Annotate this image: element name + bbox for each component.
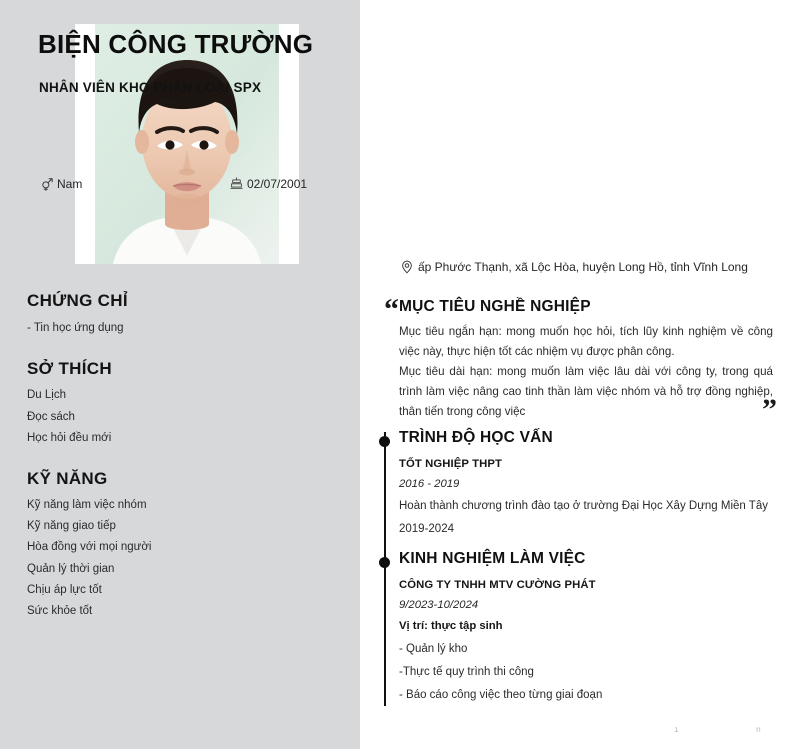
gender-field: [39, 176, 229, 191]
experience-role: Vị trí: thực tập sinh: [399, 619, 503, 632]
experience-section: [399, 551, 791, 703]
address-field: [399, 259, 748, 274]
list-item: Kỹ năng làm việc nhóm: [27, 499, 147, 512]
objective-heading: MỤC TIÊU NGHỀ NGHIỆP: [399, 298, 591, 315]
job-title: NHÂN VIÊN KHO PHÂN LOẠI SPX: [39, 80, 262, 95]
gender-icon: [39, 176, 54, 191]
gender-value: Nam: [57, 176, 83, 191]
certificates-heading: CHỨNG CHỈ: [27, 291, 128, 310]
quote-close-icon: ”: [762, 393, 777, 426]
birthday-field: [229, 176, 307, 191]
education-date: 2016 - 2019: [399, 477, 460, 490]
list-item: Kỹ năng giao tiếp: [27, 520, 116, 533]
timeline-dot-education: [379, 436, 390, 447]
list-item: - Tin học ứng dụng: [27, 321, 124, 334]
contact-row: [39, 176, 429, 191]
profile-photo-illustration: [95, 24, 279, 264]
timeline-dot-experience: [379, 557, 390, 568]
sidebar-section-certificates: [27, 292, 337, 334]
experience-bullet: -Thực tế quy trình thi công: [399, 665, 534, 678]
sidebar-section-hobbies: [27, 360, 337, 444]
birthday-value: 02/07/2001: [247, 176, 308, 191]
sidebar-sections: [27, 292, 337, 617]
page-title: BIỆN CÔNG TRƯỜNG: [38, 29, 314, 59]
list-item: Sức khỏe tốt: [27, 604, 93, 617]
birthday-cake-icon: [229, 176, 244, 191]
hobbies-heading: SỞ THÍCH: [27, 358, 112, 378]
sidebar: [0, 0, 360, 749]
location-pin-icon: [399, 259, 414, 274]
address-value: ấp Phước Thạnh, xã Lộc Hòa, huyện Long Hồ, tỉnh Vĩnh Long: [418, 259, 748, 274]
profile-photo-frame: [75, 24, 299, 264]
scan-artifact: n: [756, 726, 761, 735]
list-item: Du Lịch: [27, 389, 66, 402]
scan-artifact: ı: [674, 726, 679, 735]
quote-open-icon: “: [384, 293, 399, 326]
list-item: Quản lý thời gian: [27, 562, 115, 575]
list-item: Chịu áp lực tốt: [27, 583, 102, 596]
objective-body: [399, 322, 773, 422]
experience-heading: KINH NGHIỆM LÀM VIỆC: [399, 550, 586, 567]
list-item: Đọc sách: [27, 410, 75, 423]
experience-date: 9/2023-10/2024: [399, 598, 479, 611]
education-heading: TRÌNH ĐỘ HỌC VẤN: [399, 429, 553, 446]
list-item: Hòa đồng với mọi người: [27, 541, 152, 554]
education-detail: 2019-2024: [399, 522, 454, 535]
objective-paragraph: Mục tiêu dài hạn: mong muốn làm việc lâu dài với công ty, trong quá trình làm việc nâng cao tinh thần làm việc nhóm và hỗ trợ đồng nghiệp, thân tiến trong công việc: [399, 364, 773, 418]
education-detail: Hoàn thành chương trình đào tạo ở trường Đại Học Xây Dựng Miền Tây: [399, 499, 768, 512]
education-section: [399, 430, 791, 536]
timeline-line: [384, 432, 386, 706]
list-item: Học hỏi đều mới: [27, 431, 112, 444]
skills-heading: KỸ NĂNG: [27, 468, 108, 488]
profile-photo: [95, 24, 279, 264]
objective-paragraph: Mục tiêu ngắn hạn: mong muốn học hỏi, tích lũy kinh nghiệm về công việc này, thực hiện tốt các nhiệm vụ được phân công.: [399, 325, 773, 358]
experience-bullet: - Quản lý kho: [399, 642, 468, 655]
education-org: TỐT NGHIỆP THPT: [399, 457, 502, 470]
sidebar-section-skills: [27, 470, 337, 617]
experience-org: CÔNG TY TNHH MTV CƯỜNG PHÁT: [399, 578, 596, 591]
experience-bullet: - Báo cáo công việc theo từng giai đoạn: [399, 689, 603, 702]
